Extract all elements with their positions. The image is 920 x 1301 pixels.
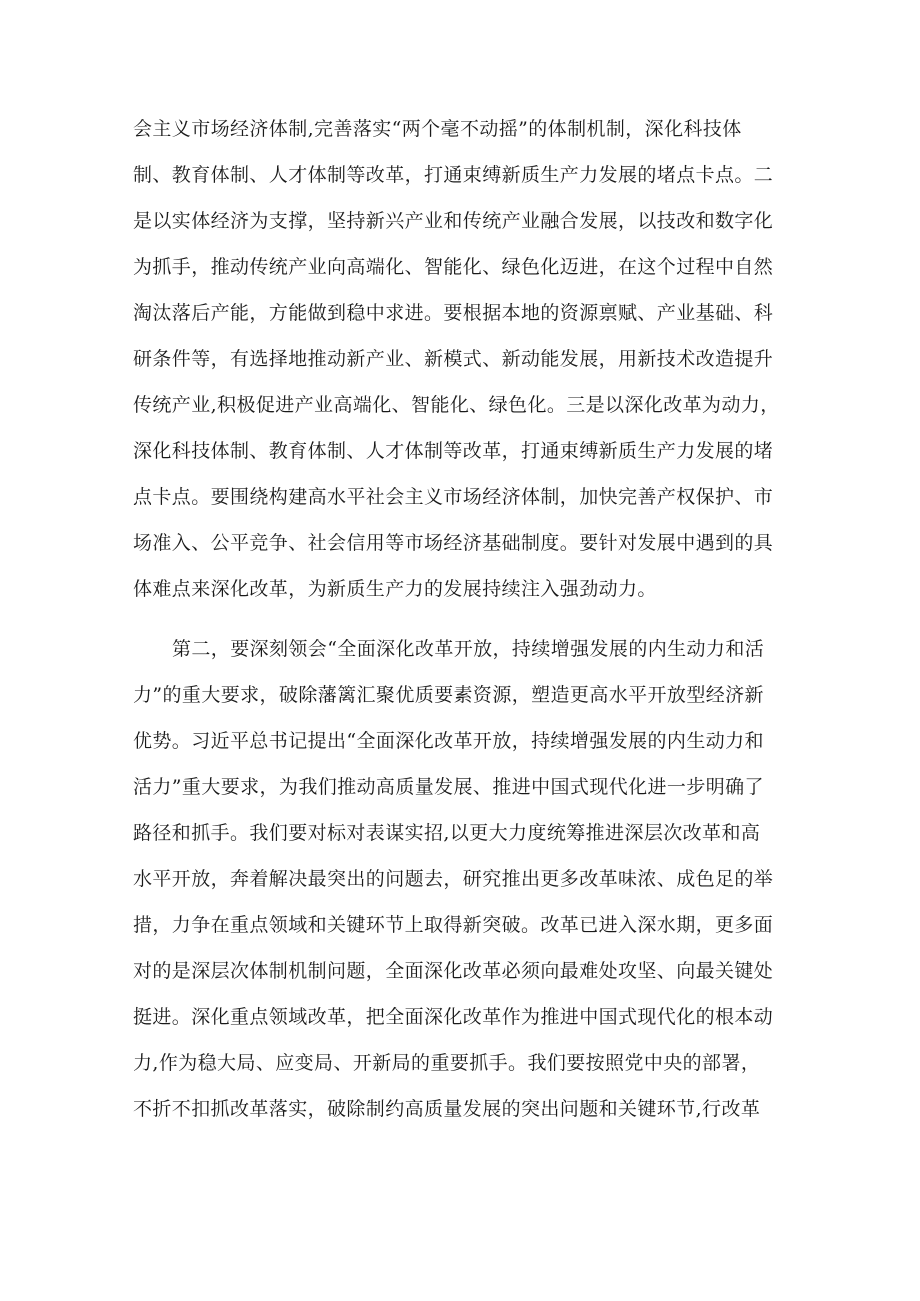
text-line: 对的是深层次体制机制问题，全面深化改革必须向最难处攻坚、向最关键处 [133,960,774,982]
text-line: 不折不扣抓改革落实，破除制约高质量发展的突出问题和关键环节,行改革 [133,1098,761,1120]
text-line: 深化科技体制、教育体制、人才体制等改革，打通束缚新质生产力发展的堵 [133,440,774,462]
text-line: 传统产业,积极促进产业高端化、智能化、绿色化。三是以深化改革为动力， [133,394,780,416]
text-line: 第二，要深刻领会“全面深化改革开放，持续增强发展的内生动力和活 [172,638,765,660]
text-line: 水平开放，奔着解决最突出的问题去，研究推出更多改革味浓、成色足的举 [133,868,774,890]
text-line: 力,作为稳大局、应变局、开新局的重要抓手。我们要按照党中央的部署， [133,1052,761,1074]
text-line: 为抓手，推动传统产业向高端化、智能化、绿色化迈进，在这个过程中自然 [133,256,774,278]
text-line: 点卡点。要围绕构建高水平社会主义市场经济体制，加快完善产权保护、市 [133,486,774,508]
text-line: 挺进。深化重点领域改革，把全面深化改革作为推进中国式现代化的根本动 [133,1006,774,1028]
text-line: 场准入、公平竞争、社会信用等市场经济基础制度。要针对发展中遇到的具 [133,532,774,554]
text-line: 活力”重大要求，为我们推动高质量发展、推进中国式现代化进一步明确了 [133,776,764,798]
text-line: 淘汰落后产能，方能做到稳中求进。要根据本地的资源禀赋、产业基础、科 [133,302,774,324]
text-line: 制、教育体制、人才体制等改革，打通束缚新质生产力发展的堵点卡点。二 [133,164,774,186]
text-line: 是以实体经济为支撑，坚持新兴产业和传统产业融合发展，以技改和数字化 [133,210,774,232]
text-line: 措，力争在重点领域和关键环节上取得新突破。改革已进入深水期，更多面 [133,914,774,936]
text-line: 路径和抓手。我们要对标对表谋实招,以更大力度统筹推进深层次改革和高 [133,822,761,844]
text-line: 会主义市场经济体制,完善落实“两个毫不动摇”的体制机制，深化科技体 [133,118,742,140]
text-line: 研条件等，有选择地推动新产业、新模式、新动能发展，用新技术改造提升 [133,348,774,370]
text-line: 优势。习近平总书记提出“全面深化改革开放，持续增强发展的内生动力和 [133,730,764,752]
text-line: 体难点来深化改革，为新质生产力的发展持续注入强劲动力。 [133,578,657,600]
text-line: 力”的重大要求，破除藩篱汇聚优质要素资源，塑造更高水平开放型经济新 [133,684,764,706]
